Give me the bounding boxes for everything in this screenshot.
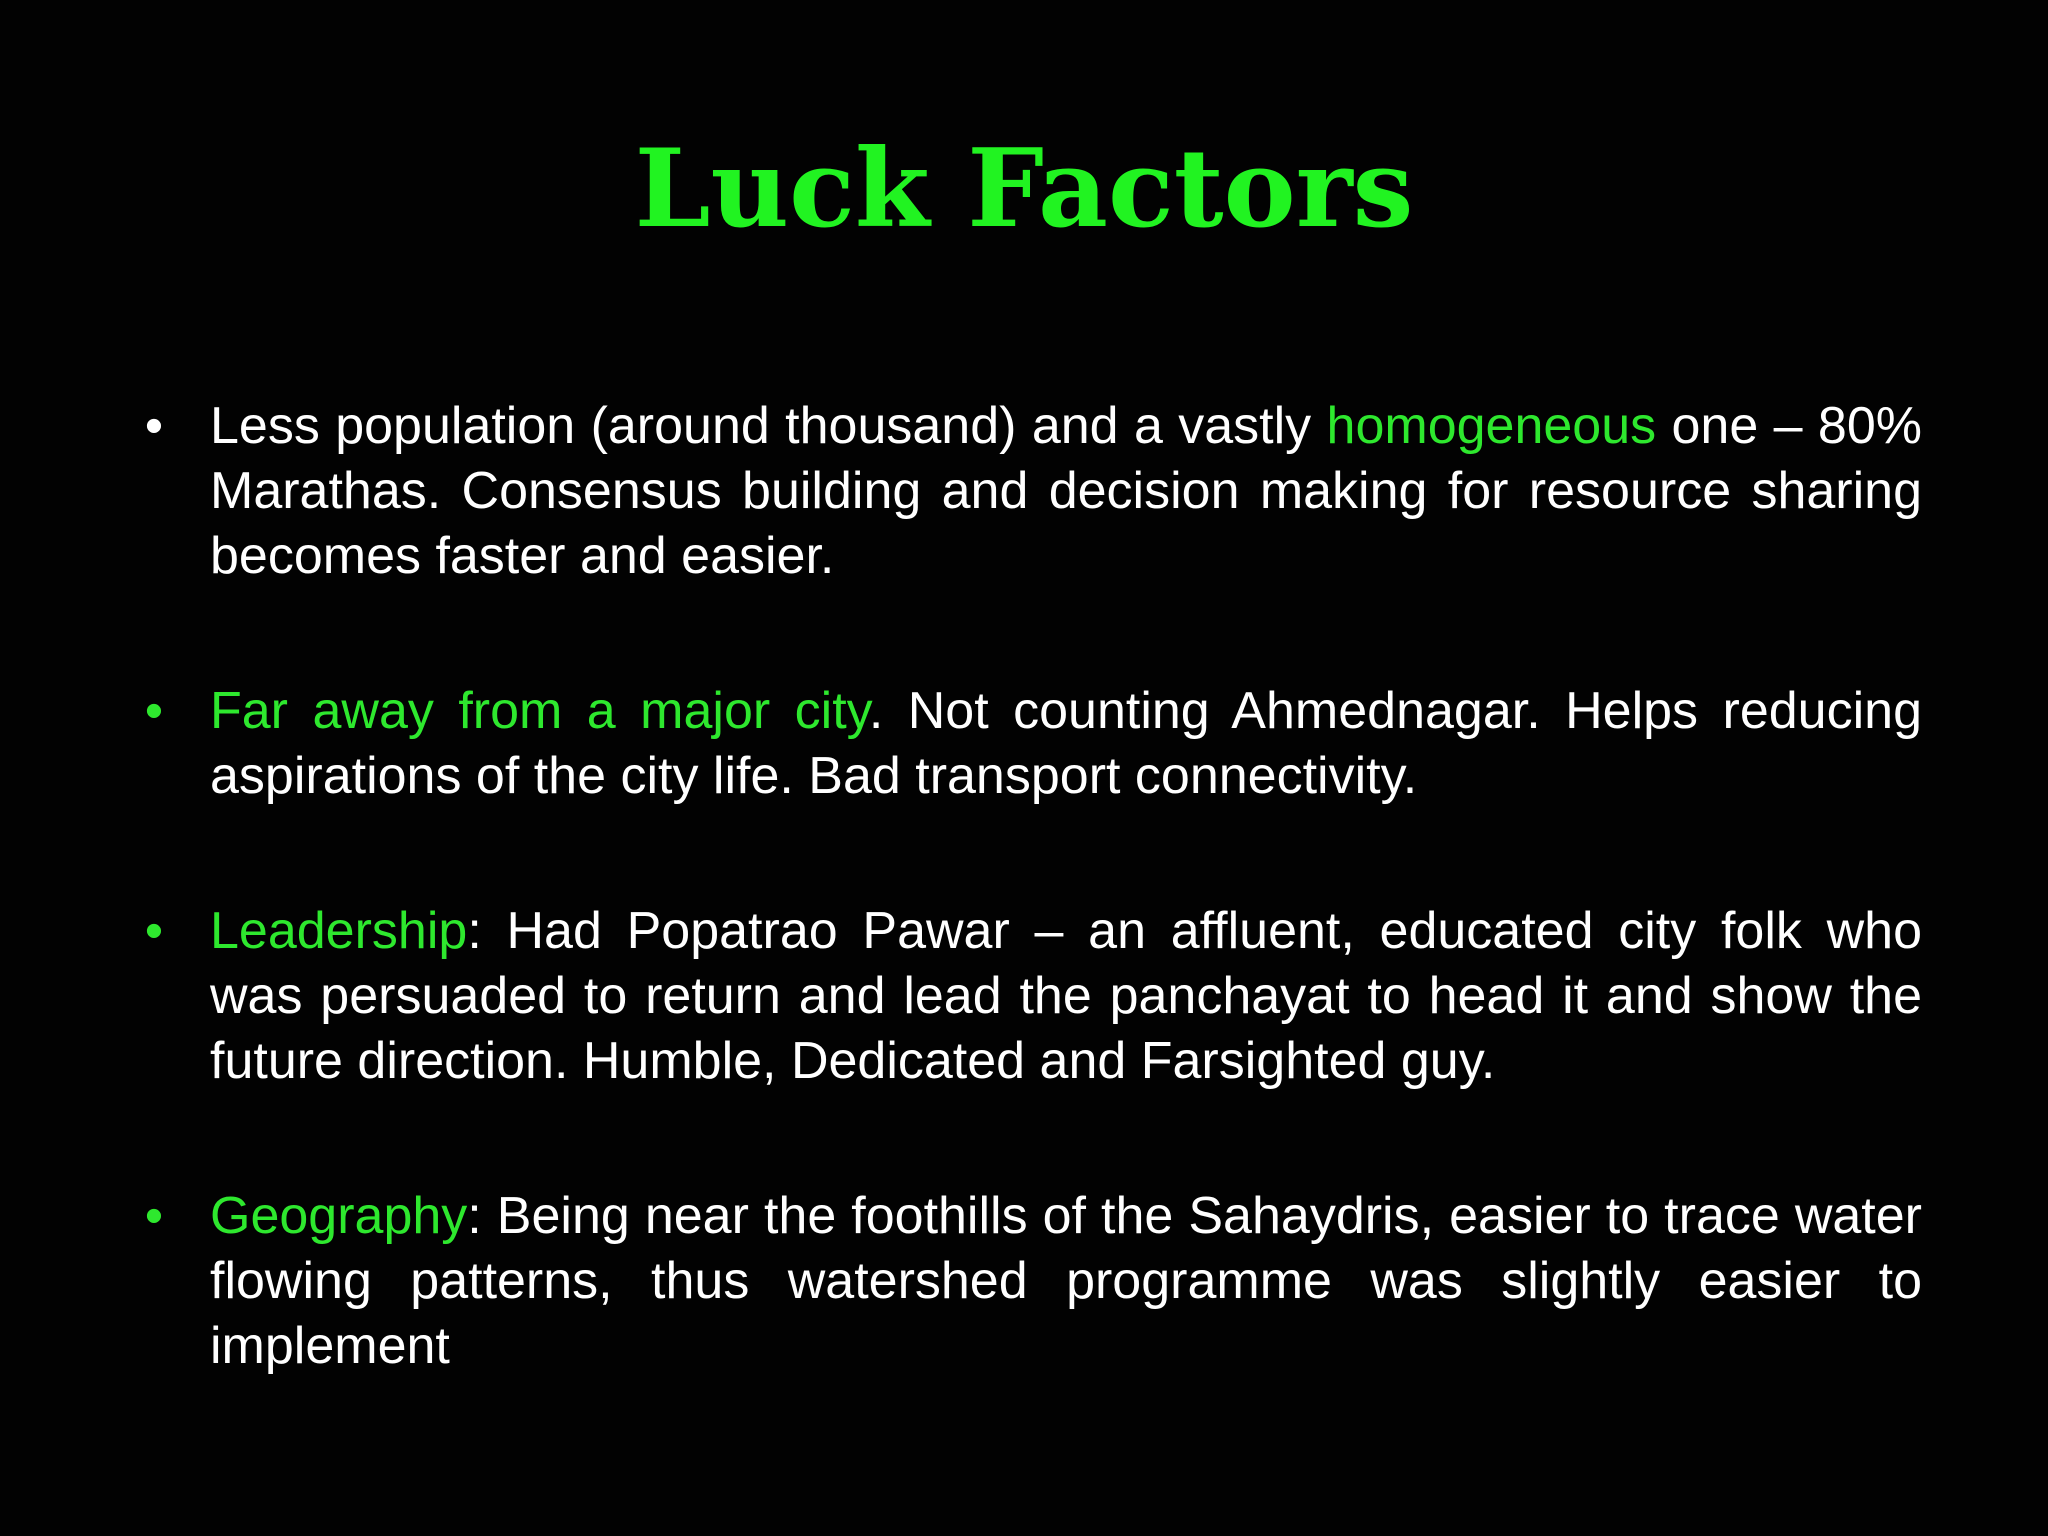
bullet-highlight: Far away from a major city — [210, 682, 869, 740]
bullet-marker: • — [144, 397, 164, 455]
bullet-highlight: homogeneous — [1326, 397, 1657, 455]
bullet-text-part: : Had Popatrao Pawar – an affluent, educated city folk who was persuaded to return and lead the panchayat to head it and show the future direction. Humble, Dedicated and Farsighted guy. — [210, 902, 1922, 1090]
bullet-highlight: Geography — [210, 1187, 468, 1245]
slide-title: Luck Factors — [634, 126, 1414, 252]
bullet-geography — [144, 1184, 1922, 1379]
bullet-marker: • — [144, 682, 164, 740]
bullet-text-part: : Being near the foothills of the Sahaydris, easier to trace water flowing patterns, thus watershed programme was slightly easier to implement — [210, 1187, 1922, 1375]
bullet-marker: • — [144, 902, 164, 960]
bullet-list — [144, 394, 1922, 1469]
bullet-text-part: Less population (around thousand) and a vastly — [210, 397, 1327, 455]
bullet-marker: • — [144, 1187, 164, 1245]
bullet-distance — [144, 679, 1922, 809]
bullet-population — [144, 394, 1922, 589]
bullet-text-part: one – 80% Marathas. Consensus building and decision making for resource sharing becomes faster and easier. — [210, 397, 1922, 585]
bullet-text-part: . Not counting Ahmednagar. Helps reducing aspirations of the city life. Bad transport connectivity. — [210, 682, 1922, 805]
bullet-highlight: Leadership — [210, 902, 468, 960]
bullet-leadership — [144, 899, 1922, 1094]
